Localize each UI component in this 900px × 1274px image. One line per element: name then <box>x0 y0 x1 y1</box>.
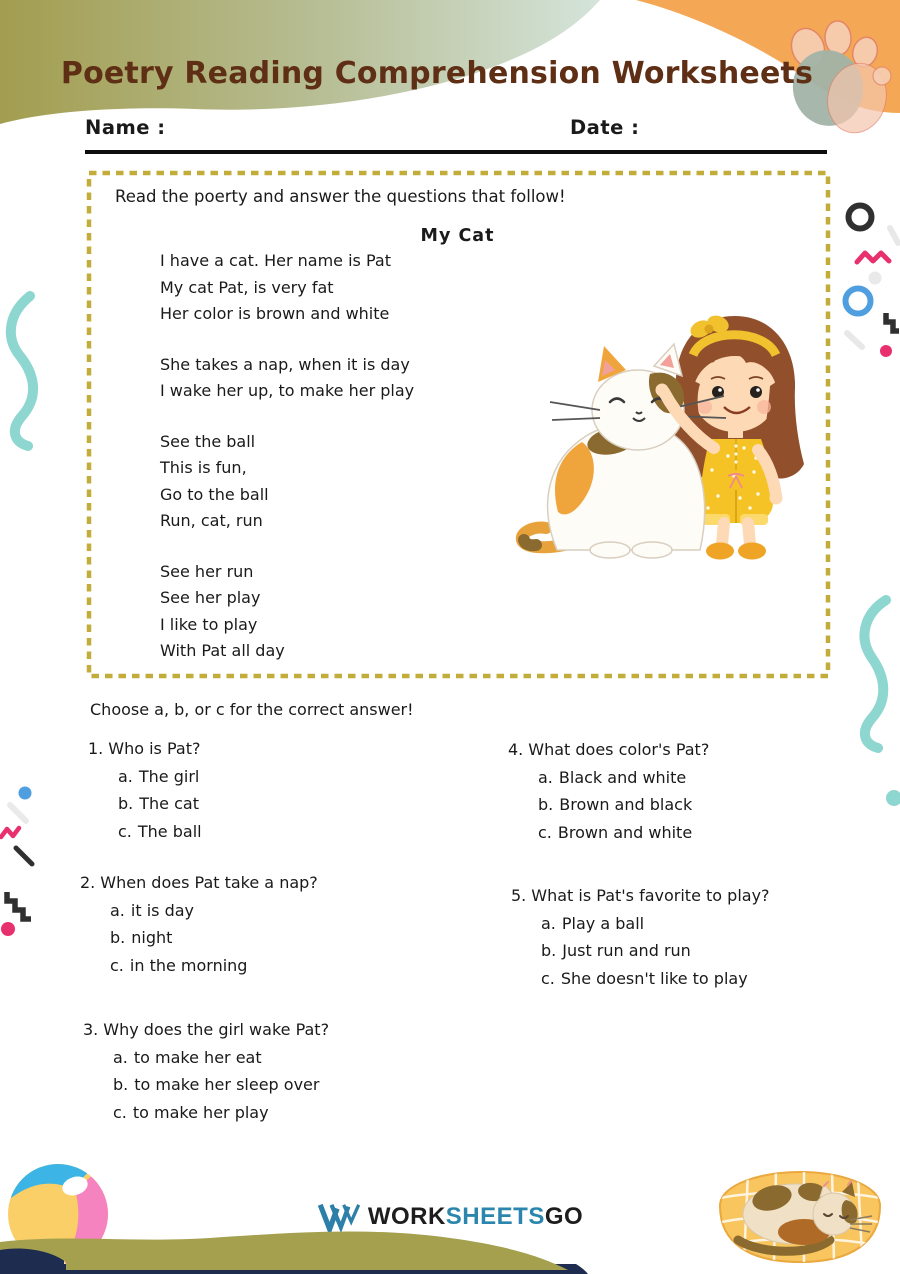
poem-instruction: Read the poerty and answer the questions that follow! <box>115 187 566 206</box>
question-3 <box>83 1016 329 1126</box>
answer-option: b. Brown and black <box>538 795 693 814</box>
girl-and-cat-illustration <box>512 298 830 564</box>
steps-icon <box>886 313 899 331</box>
answer-option: c. The ball <box>118 821 202 841</box>
answer-option: a. Black and white <box>538 767 687 787</box>
question-text: 2. When does Pat take a nap? <box>80 873 318 892</box>
header-divider <box>85 150 827 154</box>
question-2 <box>80 869 318 979</box>
answer-option: c. in the morning <box>110 955 248 975</box>
answer-option: a. The girl <box>118 766 200 786</box>
answer-option: c. Brown and white <box>538 822 693 842</box>
zigzag-icon <box>1 828 19 837</box>
steps-icon <box>7 892 31 919</box>
name-label: Name : <box>85 116 166 139</box>
ring-icon <box>849 206 872 229</box>
answer-option: b. night <box>110 928 173 947</box>
question-text: 4. What does color's Pat? <box>508 740 710 759</box>
teal-squiggle-icon <box>2 288 46 452</box>
question-text: 3. Why does the girl wake Pat? <box>83 1020 330 1039</box>
answer-option: c. She doesn't like to play <box>541 968 748 988</box>
answer-option: b. to make her sleep over <box>113 1075 320 1094</box>
question-4 <box>508 736 709 846</box>
answer-option: c. to make her play <box>113 1102 269 1122</box>
poem-text <box>160 248 414 689</box>
date-label: Date : <box>570 116 640 139</box>
answer-option: a. to make her eat <box>113 1047 262 1067</box>
ring-icon <box>846 289 871 314</box>
question-text: 1. Who is Pat? <box>88 739 201 758</box>
answer-option: a. it is day <box>110 900 194 920</box>
teal-dot-icon <box>884 788 900 808</box>
choose-instruction: Choose a, b, or c for the correct answer! <box>90 700 414 719</box>
poem-stanza: She takes a nap, when it is day I wake her up, to make her play <box>160 354 415 400</box>
poem-stanza: See the ball This is fun, Go to the ball Run, cat, run <box>160 431 269 530</box>
memphis-shapes-right <box>832 200 900 360</box>
poem-stanza: See her run See her play I like to play With Pat all day <box>160 561 285 660</box>
question-text: 5. What is Pat's favorite to play? <box>511 886 770 905</box>
poem-title: My Cat <box>420 226 495 246</box>
logo-text: WORKSHEETSGO <box>367 1203 584 1230</box>
poem-stanza: I have a cat. Her name is Pat My cat Pat, is very fat Her color is brown and white <box>160 251 391 323</box>
answer-option: b. Just run and run <box>541 941 691 960</box>
answer-option: b. The cat <box>118 794 199 813</box>
answer-option: a. Play a ball <box>541 913 645 933</box>
teal-squiggle-icon <box>848 592 900 757</box>
bottom-wave-decoration <box>0 1226 900 1274</box>
zigzag-icon <box>857 253 889 262</box>
question-5 <box>511 882 770 992</box>
question-1 <box>88 735 202 845</box>
memphis-shapes-left <box>0 780 44 940</box>
page-title: Poetry Reading Comprehension Worksheets <box>60 56 814 91</box>
